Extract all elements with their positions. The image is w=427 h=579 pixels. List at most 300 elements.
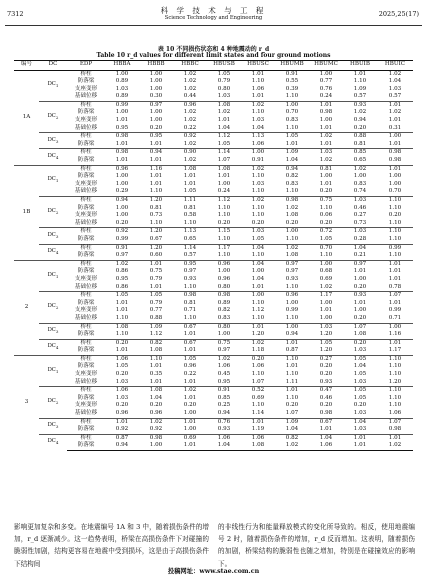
value-cell: 1.20 [319, 331, 333, 338]
value-cell: 1.01 [343, 442, 377, 450]
value-cell: 0.97 [183, 268, 197, 275]
value-cell: 1.10 [183, 314, 197, 321]
value-cell: 0.67 [173, 339, 207, 347]
value-cell: 1.08 [139, 387, 173, 395]
value-cell: 0.75 [309, 197, 343, 205]
value-cell: 1.20 [388, 378, 402, 385]
value-cell: 1.05 [275, 133, 309, 141]
dc-index: 2 [55, 400, 59, 406]
table-row [14, 300, 413, 308]
value-cell: 0.58 [183, 212, 197, 219]
dc-index: 1 [55, 368, 59, 374]
value-cell: 1.20 [251, 331, 265, 338]
edp-label-cell: 桥柱 [67, 418, 105, 426]
column-header: HBUSB [207, 61, 241, 71]
value-cell: 0.81 [353, 140, 367, 147]
table-row [14, 220, 413, 228]
dc-prefix: DC [47, 81, 56, 88]
value-cell: 1.00 [275, 228, 309, 236]
edp-label-cell: 防落梁 [77, 78, 95, 85]
value-cell: 0.92 [115, 426, 129, 433]
value-cell: 1.00 [139, 442, 173, 450]
value-cell: 1.00 [115, 212, 129, 219]
page-number: 7312 [7, 10, 24, 18]
value-cell: 1.03 [115, 394, 129, 401]
value-cell: 1.00 [115, 204, 129, 211]
table-header-row [14, 61, 413, 71]
value-cell: 1.01 [251, 70, 265, 77]
value-cell: 1.06 [251, 85, 265, 92]
value-cell: 0.97 [343, 260, 377, 268]
value-cell: 1.09 [353, 85, 367, 92]
edp-label-cell: 防落梁 [77, 347, 95, 354]
value-cell: 1.04 [241, 260, 275, 268]
edp-label-cell: 基础位移 [74, 314, 98, 321]
value-cell: 1.05 [343, 355, 377, 363]
value-cell: 1.02 [241, 101, 275, 109]
table-row [14, 371, 413, 379]
edp-label-cell: 基础位移 [74, 283, 98, 290]
value-cell: 0.87 [285, 347, 299, 354]
value-cell: 1.04 [207, 442, 241, 450]
value-cell: 0.20 [105, 339, 139, 347]
value-cell: 1.05 [173, 355, 207, 363]
damage-condition-cell [39, 355, 67, 386]
value-cell: 0.77 [319, 78, 333, 85]
value-cell: 0.96 [275, 292, 309, 300]
value-cell: 1.03 [251, 180, 265, 187]
table-body [14, 70, 413, 451]
value-cell: 1.00 [149, 85, 163, 92]
value-cell: 1.02 [275, 442, 309, 450]
edp-label-cell: 防落梁 [77, 173, 95, 180]
value-cell: 0.70 [285, 109, 299, 116]
table-row [14, 379, 413, 387]
value-cell: 1.14 [251, 410, 265, 417]
damage-condition-cell [39, 197, 67, 228]
value-cell: 1.07 [343, 323, 377, 331]
value-cell: 0.98 [207, 292, 241, 300]
value-cell: 0.94 [105, 442, 139, 450]
edp-label-cell: 基础位移 [74, 410, 98, 417]
value-cell: 1.02 [388, 109, 402, 116]
value-cell: 0.35 [149, 371, 163, 378]
value-cell: 1.04 [217, 124, 231, 131]
value-cell: 1.10 [251, 371, 265, 378]
value-cell: 1.01 [183, 331, 197, 338]
edp-label-cell: 防落梁 [77, 157, 95, 164]
value-cell: 0.06 [319, 212, 333, 219]
value-cell: 1.14 [173, 244, 207, 252]
dc-prefix: DC [47, 176, 56, 183]
value-cell: 0.94 [285, 331, 299, 338]
value-cell: 0.92 [149, 426, 163, 433]
value-cell: 0.75 [149, 268, 163, 275]
value-cell: 1.01 [149, 283, 163, 290]
value-cell: 1.10 [285, 124, 299, 131]
value-cell: 1.02 [173, 387, 207, 395]
value-cell: 1.01 [149, 140, 163, 147]
value-cell: 1.00 [285, 299, 299, 306]
value-cell: 0.92 [173, 133, 207, 141]
value-cell: 1.01 [183, 347, 197, 354]
journal-title-en: Science Technology and Engineering [164, 15, 263, 21]
value-cell: 1.06 [105, 387, 139, 395]
damage-condition-cell [39, 149, 67, 165]
value-cell: 1.10 [251, 299, 265, 306]
table-row [14, 276, 413, 284]
dc-index: 3 [55, 233, 59, 239]
value-cell: 0.87 [105, 434, 139, 442]
group-id-cell: 1A [22, 113, 31, 120]
value-cell: 0.94 [139, 149, 173, 157]
value-cell: 0.20 [241, 355, 275, 363]
table-row [14, 292, 413, 300]
value-cell: 0.65 [183, 235, 197, 242]
value-cell: 1.17 [309, 292, 343, 300]
value-cell: 1.01 [275, 387, 309, 395]
value-cell: 1.04 [309, 434, 343, 442]
value-cell: 0.98 [139, 434, 173, 442]
value-cell: 1.01 [173, 418, 207, 426]
value-cell: 1.05 [217, 140, 231, 147]
value-cell: 1.01 [285, 140, 299, 147]
table-caption-cn: 表 10 不同损伤状态和 4 种地震动的 r_d [157, 46, 270, 53]
value-cell: 1.16 [388, 331, 402, 338]
value-cell: 0.68 [319, 268, 333, 275]
table-row [14, 387, 413, 395]
value-cell: 1.01 [217, 173, 231, 180]
value-cell: 1.03 [388, 85, 402, 92]
value-cell: 0.73 [353, 219, 367, 226]
value-cell: 1.00 [319, 70, 333, 77]
value-cell: 1.10 [217, 235, 231, 242]
value-cell: 0.44 [183, 93, 197, 100]
value-cell: 0.96 [115, 410, 129, 417]
value-cell: 0.95 [115, 124, 129, 131]
value-cell: 1.20 [319, 347, 333, 354]
value-cell: 1.10 [251, 204, 265, 211]
value-cell: 0.98 [173, 292, 207, 300]
value-cell: 1.06 [241, 434, 275, 442]
value-cell: 0.89 [217, 299, 231, 306]
edp-label-cell: 桥柱 [67, 165, 105, 173]
value-cell: 0.89 [115, 78, 129, 85]
dc-prefix: DC [47, 302, 56, 309]
value-cell: 0.20 [353, 283, 367, 290]
value-cell: 0.20 [285, 402, 299, 409]
value-cell: 1.00 [388, 173, 402, 180]
value-cell: 1.02 [183, 117, 197, 124]
value-cell: 1.03 [115, 85, 129, 92]
edp-label-cell: 桥柱 [67, 339, 105, 347]
value-cell: 1.01 [353, 70, 367, 77]
damage-condition-cell [39, 228, 67, 244]
table-row [14, 173, 413, 181]
value-cell: 1.00 [377, 323, 413, 331]
value-cell: 0.85 [217, 394, 231, 401]
dc-index: 1 [55, 83, 59, 89]
table-row [14, 212, 413, 220]
value-cell: 0.93 [217, 426, 231, 433]
value-cell: 1.08 [105, 323, 139, 331]
value-cell: 0.72 [309, 228, 343, 236]
value-cell: 0.71 [388, 314, 402, 321]
value-cell: 0.69 [173, 434, 207, 442]
value-cell: 0.80 [207, 323, 241, 331]
value-cell: 1.00 [217, 331, 231, 338]
group-id-cell: 2 [14, 260, 39, 355]
value-cell: 1.00 [319, 173, 333, 180]
value-cell: 1.03 [309, 323, 343, 331]
value-cell: 0.98 [377, 149, 413, 157]
dc-index: 4 [55, 154, 59, 160]
value-cell: 0.89 [115, 93, 129, 100]
value-cell: 0.22 [183, 124, 197, 131]
table-row [14, 205, 413, 213]
value-cell: 1.10 [285, 371, 299, 378]
damage-condition-cell [39, 101, 67, 132]
value-cell: 0.21 [353, 252, 367, 259]
value-cell: 0.82 [139, 339, 173, 347]
header-rule [5, 25, 422, 26]
value-cell: 1.01 [319, 426, 333, 433]
value-cell: 1.08 [241, 442, 275, 450]
value-cell: 0.95 [139, 133, 173, 141]
edp-label-cell: 防落梁 [77, 268, 95, 275]
value-cell: 0.81 [183, 299, 197, 306]
value-cell: 0.82 [275, 434, 309, 442]
table-row [14, 307, 413, 315]
value-cell: 0.93 [343, 292, 377, 300]
value-cell: 0.60 [149, 252, 163, 259]
value-cell: 1.06 [207, 434, 241, 442]
value-cell: 1.04 [343, 244, 377, 252]
value-cell: 1.04 [285, 426, 299, 433]
value-cell: 0.81 [309, 165, 343, 173]
value-cell: 1.10 [149, 219, 163, 226]
value-cell: 1.04 [251, 275, 265, 282]
damage-condition-cell [39, 70, 67, 101]
value-cell: 1.05 [115, 363, 129, 370]
value-cell: 0.25 [217, 402, 231, 409]
value-cell: 0.96 [149, 410, 163, 417]
dc-index: 3 [55, 423, 59, 429]
value-cell: 1.10 [251, 188, 265, 195]
value-cell: 0.98 [319, 410, 333, 417]
value-cell: 0.20 [251, 219, 265, 226]
value-cell: 0.83 [353, 180, 367, 187]
edp-label-cell: 基础位移 [74, 378, 98, 385]
value-cell: 0.83 [217, 314, 231, 321]
value-cell: 0.20 [319, 363, 333, 370]
edp-label-cell: 防落梁 [77, 363, 95, 370]
value-cell: 0.98 [105, 149, 139, 157]
dc-prefix: DC [47, 438, 56, 445]
value-cell: 1.06 [388, 410, 402, 417]
edp-label-cell: 支座变形 [74, 402, 98, 409]
value-cell: 1.00 [241, 292, 275, 300]
value-cell: 1.00 [115, 70, 129, 77]
table-caption-en: Table 10 r_d values for different limit states and four ground motions [96, 52, 331, 59]
value-cell: 1.01 [115, 299, 129, 306]
column-header: 编号 [14, 61, 39, 71]
value-cell: 1.01 [115, 307, 129, 314]
value-cell: 0.20 [115, 219, 129, 226]
value-cell: 0.39 [285, 85, 299, 92]
dc-prefix: DC [47, 207, 56, 214]
value-cell: 1.08 [285, 252, 299, 259]
value-cell: 1.03 [217, 93, 231, 100]
column-header: HBUIC [377, 61, 413, 71]
value-cell: 1.03 [309, 149, 343, 157]
value-cell: 1.05 [217, 70, 231, 77]
dc-index: 3 [55, 328, 59, 334]
value-cell: 1.07 [377, 418, 413, 426]
value-cell: 0.94 [105, 197, 139, 205]
value-cell: 1.01 [139, 260, 173, 268]
value-cell: 1.10 [377, 355, 413, 363]
value-cell: 1.01 [251, 93, 265, 100]
value-cell: 0.24 [319, 93, 333, 100]
results-table [14, 60, 413, 451]
value-cell: 1.01 [149, 157, 163, 164]
value-cell: 1.00 [353, 307, 367, 314]
dc-prefix: DC [47, 366, 56, 373]
value-cell: 0.20 [217, 219, 231, 226]
dc-index: 4 [55, 440, 59, 446]
dc-index: 4 [55, 345, 59, 350]
column-header: EDP [67, 61, 105, 71]
table-row [14, 236, 413, 244]
edp-label-cell: 防落梁 [77, 331, 95, 338]
journal-title-cn: 科 学 技 术 与 工 程 [160, 6, 267, 15]
value-cell: 1.07 [377, 292, 413, 300]
dc-prefix: DC [47, 398, 56, 405]
table-row [14, 133, 413, 141]
value-cell: 1.01 [251, 283, 265, 290]
value-cell: 0.95 [115, 275, 129, 282]
table-row [14, 426, 413, 434]
group-id-cell: 3 [14, 355, 39, 450]
table-row [14, 101, 413, 109]
value-cell: 1.00 [149, 78, 163, 85]
dc-index: 2 [55, 209, 59, 215]
damage-condition-cell [39, 260, 67, 291]
column-header: HBBA [105, 61, 139, 71]
value-cell: 1.01 [377, 434, 413, 442]
value-cell: 0.99 [115, 235, 129, 242]
edp-label-cell: 基础位移 [74, 93, 98, 100]
value-cell: 0.96 [207, 260, 241, 268]
column-header: HBBB [139, 61, 173, 71]
column-header: HBUMB [275, 61, 309, 71]
value-cell: 1.01 [319, 140, 333, 147]
value-cell: 0.20 [353, 314, 367, 321]
table-row [14, 434, 413, 442]
edp-label-cell: 支座变形 [74, 212, 98, 219]
value-cell: 1.01 [388, 117, 402, 124]
body-text-left: 影响更加复杂和多变。在地震编号 1A 和 3 中，随着损伤条件的增加，r_d 逐渐减少。这一趋势表明，桥梁在高损伤条件下对碰撞的脆弱性加剧，结构更容易在地震中受到损坏，这是由于高损伤条件下结构间 [14, 523, 209, 568]
value-cell: 1.02 [241, 197, 275, 205]
value-cell: 1.01 [275, 339, 309, 347]
value-cell: 0.20 [149, 402, 163, 409]
dc-prefix: DC [47, 136, 56, 143]
value-cell: 0.97 [115, 252, 129, 259]
dc-prefix: DC [47, 247, 56, 254]
table-row [14, 197, 413, 205]
value-cell: 1.10 [251, 402, 265, 409]
table-row [14, 86, 413, 94]
value-cell: 0.30 [149, 93, 163, 100]
table-row [14, 315, 413, 323]
value-cell: 0.20 [319, 219, 333, 226]
value-cell: 1.10 [388, 371, 402, 378]
value-cell: 0.91 [251, 157, 265, 164]
value-cell: 1.01 [388, 299, 402, 306]
value-cell: 1.02 [183, 157, 197, 164]
value-cell: 0.94 [275, 165, 309, 173]
value-cell: 1.01 [183, 173, 197, 180]
value-cell: 1.08 [149, 347, 163, 354]
value-cell: 0.97 [139, 101, 173, 109]
value-cell: 0.45 [217, 371, 231, 378]
dc-index: 2 [55, 114, 59, 120]
value-cell: 1.01 [217, 117, 231, 124]
value-cell: 1.01 [388, 275, 402, 282]
value-cell: 1.12 [207, 197, 241, 205]
value-cell: 1.00 [319, 299, 333, 306]
value-cell: 1.01 [319, 180, 333, 187]
value-cell: 1.01 [343, 434, 377, 442]
damage-condition-cell [39, 133, 67, 149]
column-header: HBUSC [241, 61, 275, 71]
value-cell: 0.93 [285, 275, 299, 282]
value-cell: 0.57 [388, 93, 402, 100]
damage-condition-cell [39, 244, 67, 260]
value-cell: 0.22 [183, 371, 197, 378]
value-cell: 0.67 [309, 418, 343, 426]
table-row [14, 331, 413, 339]
dc-index: 1 [55, 273, 59, 279]
value-cell: 1.07 [251, 378, 265, 385]
column-header: HBUMC [309, 61, 343, 71]
value-cell: 1.13 [173, 228, 207, 236]
table-row [14, 157, 413, 165]
value-cell: 1.10 [388, 235, 402, 242]
value-cell: 1.08 [285, 212, 299, 219]
table-row [14, 244, 413, 252]
table-row [14, 410, 413, 418]
value-cell: 1.05 [105, 292, 139, 300]
value-cell: 0.96 [217, 275, 231, 282]
value-cell: 0.98 [388, 157, 402, 164]
value-cell: 1.12 [207, 133, 241, 141]
value-cell: 1.00 [353, 173, 367, 180]
value-cell: 0.95 [217, 378, 231, 385]
value-cell: 1.03 [353, 410, 367, 417]
edp-label-cell: 桥柱 [67, 101, 105, 109]
value-cell: 1.10 [217, 204, 231, 211]
dc-prefix: DC [47, 271, 56, 278]
value-cell: 0.97 [275, 260, 309, 268]
edp-label-cell: 桥柱 [67, 149, 105, 157]
table-row [14, 125, 413, 133]
value-cell: 1.19 [251, 426, 265, 433]
issue-info: 2025,25(17) [378, 10, 419, 18]
value-cell: 0.20 [319, 188, 333, 195]
value-cell: 1.08 [353, 331, 367, 338]
